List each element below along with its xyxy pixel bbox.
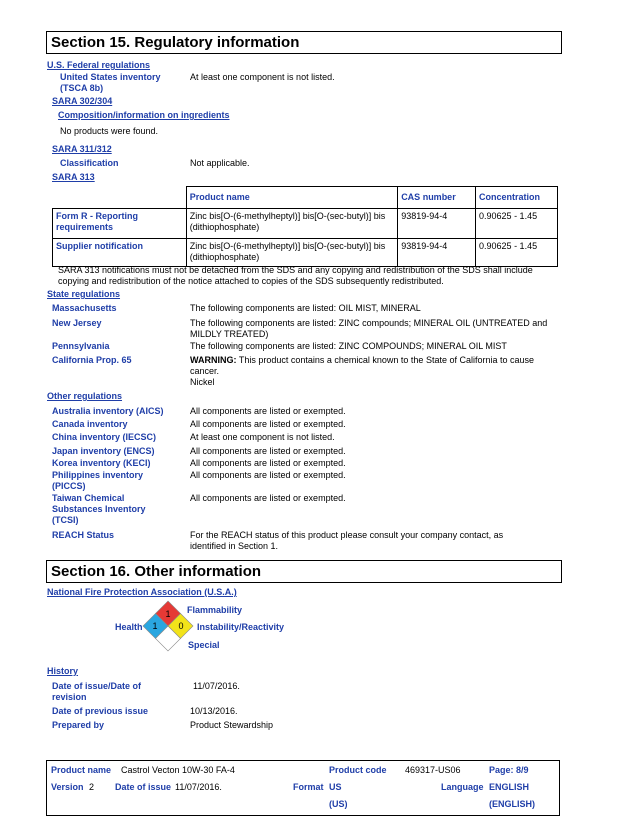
row-concentration: 0.90625 - 1.45 [476,239,558,267]
sara313-heading: SARA 313 [52,172,95,182]
history-heading: History [47,666,79,676]
prepared-by-value: Product Stewardship [190,720,274,730]
no-products-text: No products were found. [60,126,159,136]
state-label-ma: Massachusetts [52,303,117,313]
issue-date-value: 11/07/2016. [193,681,240,691]
other-value-japan: All components are listed or exempted. [190,446,346,456]
nfpa-flammability-label: Flammability [187,605,243,615]
classification-label: Classification [60,158,119,168]
footer-format-paren: (US) [329,799,348,809]
footer-issue-label: Date of issue [115,782,172,792]
page-footer [46,760,560,816]
footer-language-paren: (ENGLISH) [489,799,535,809]
other-label-taiwan: Taiwan Chemical Substances Inventory (TCSI) [52,493,146,525]
prepared-by-label: Prepared by [52,720,105,730]
other-value-reach: For the REACH status of this product please consult your company contact, as identified in Section 1. [190,530,504,551]
other-label-korea: Korea inventory (KECI) [52,458,151,468]
state-value-pa: The following components are listed: ZINC COMPOUNDS; MINERAL OIL MIST [190,341,507,351]
ca-warning-label: WARNING: [190,355,237,365]
other-value-aics: All components are listed or exempted. [190,406,346,416]
row-cas: 93819-94-4 [398,209,476,239]
ca-chemical: Nickel [190,377,215,387]
footer-format: US [329,782,342,792]
footer-format-label: Format [293,782,324,792]
other-label-canada: Canada inventory [52,419,128,429]
section16-title: Section 16. Other information [51,563,262,580]
other-value-china: At least one component is not listed. [190,432,335,442]
section16-header [46,560,562,583]
other-label-japan: Japan inventory (ENCS) [52,446,155,456]
state-label-pa: Pennsylvania [52,341,110,351]
nfpa-flammability-value: 1 [165,609,171,619]
tsca-value: At least one component is not listed. [190,72,335,82]
nfpa-instability-label: Instability/Reactivity [197,622,285,632]
other-value-taiwan: All components are listed or exempted. [190,493,346,503]
table-header-concentration: Concentration [476,187,558,209]
row-concentration: 0.90625 - 1.45 [476,209,558,239]
state-label-nj: New Jersey [52,318,102,328]
footer-language-label: Language [441,782,484,792]
footer-product-name-label: Product name [51,765,112,775]
state-regs-heading: State regulations [47,289,121,299]
nfpa-heading: National Fire Protection Association (U.S.A.) [47,587,237,597]
section15-title: Section 15. Regulatory information [51,34,300,51]
previous-issue-value: 10/13/2016. [190,706,238,716]
footer-language: ENGLISH [489,782,530,792]
other-value-canada: All components are listed or exempted. [190,419,346,429]
tsca-label: United States inventory (TSCA 8b) [60,72,161,93]
state-value-nj: The following components are listed: ZINC compounds; MINERAL OIL (UNTREATED and MILDLY TREATED) [190,318,548,339]
nfpa-special-label: Special [188,640,220,650]
footer-product-code-label: Product code [329,765,387,775]
other-label-aics: Australia inventory (AICS) [52,406,164,416]
table-header-blank [53,187,187,209]
table-header-product: Product name [186,187,397,209]
other-value-korea: All components are listed or exempted. [190,458,346,468]
us-federal-heading: U.S. Federal regulations [47,60,151,70]
footer-product-code: 469317-US06 [405,765,461,775]
row-product: Zinc bis[O-(6-methylheptyl)] bis[O-(sec-butyl)] bis (dithiophosphate) [186,239,397,267]
row-label: Supplier notification [53,239,187,267]
previous-issue-label: Date of previous issue [52,706,149,716]
row-product: Zinc bis[O-(6-methylheptyl)] bis[O-(sec-butyl)] bis (dithiophosphate) [186,209,397,239]
table-header-cas: CAS number [398,187,476,209]
issue-date-label: Date of issue/Date of revision [52,681,142,702]
ca-warning-block [190,355,550,388]
state-value-ma: The following components are listed: OIL MIST, MINERAL [190,303,421,313]
sara302-heading: SARA 302/304 [52,96,113,106]
sara-note: SARA 313 notifications must not be detached from the SDS and any copying and redistribution of the SDS shall include copying and redistribution of the notice attached to copies of the SDS subsequently redistributed. [58,265,533,286]
sara313-table [52,186,558,267]
nfpa-health-label: Health [115,622,143,632]
other-label-reach: REACH Status [52,530,115,540]
row-cas: 93819-94-4 [398,239,476,267]
other-label-philippines: Philippines inventory (PICCS) [52,470,144,491]
composition-heading: Composition/information on ingredients [58,110,230,120]
footer-product-name: Castrol Vecton 10W-30 FA-4 [121,765,235,775]
section15-header [46,31,562,54]
other-regs-heading: Other regulations [47,391,123,401]
footer-version-label: Version [51,782,84,792]
footer-issue: 11/07/2016. [175,782,222,792]
ca-warning-text: This product contains a chemical known to the State of California to cause cancer. [190,355,535,376]
classification-value: Not applicable. [190,158,250,168]
footer-version: 2 [89,782,95,792]
sara311-heading: SARA 311/312 [52,144,112,154]
ca-label: California Prop. 65 [52,355,132,365]
other-value-philippines: All components are listed or exempted. [190,470,346,480]
nfpa-health-value: 1 [152,621,158,631]
table-row [53,209,558,239]
footer-page: Page: 8/9 [489,765,529,775]
nfpa-instability-value: 0 [178,621,184,631]
row-label: Form R - Reporting requirements [53,209,187,239]
table-header-row [53,187,558,209]
other-label-china: China inventory (IECSC) [52,432,157,442]
table-row [53,239,558,267]
